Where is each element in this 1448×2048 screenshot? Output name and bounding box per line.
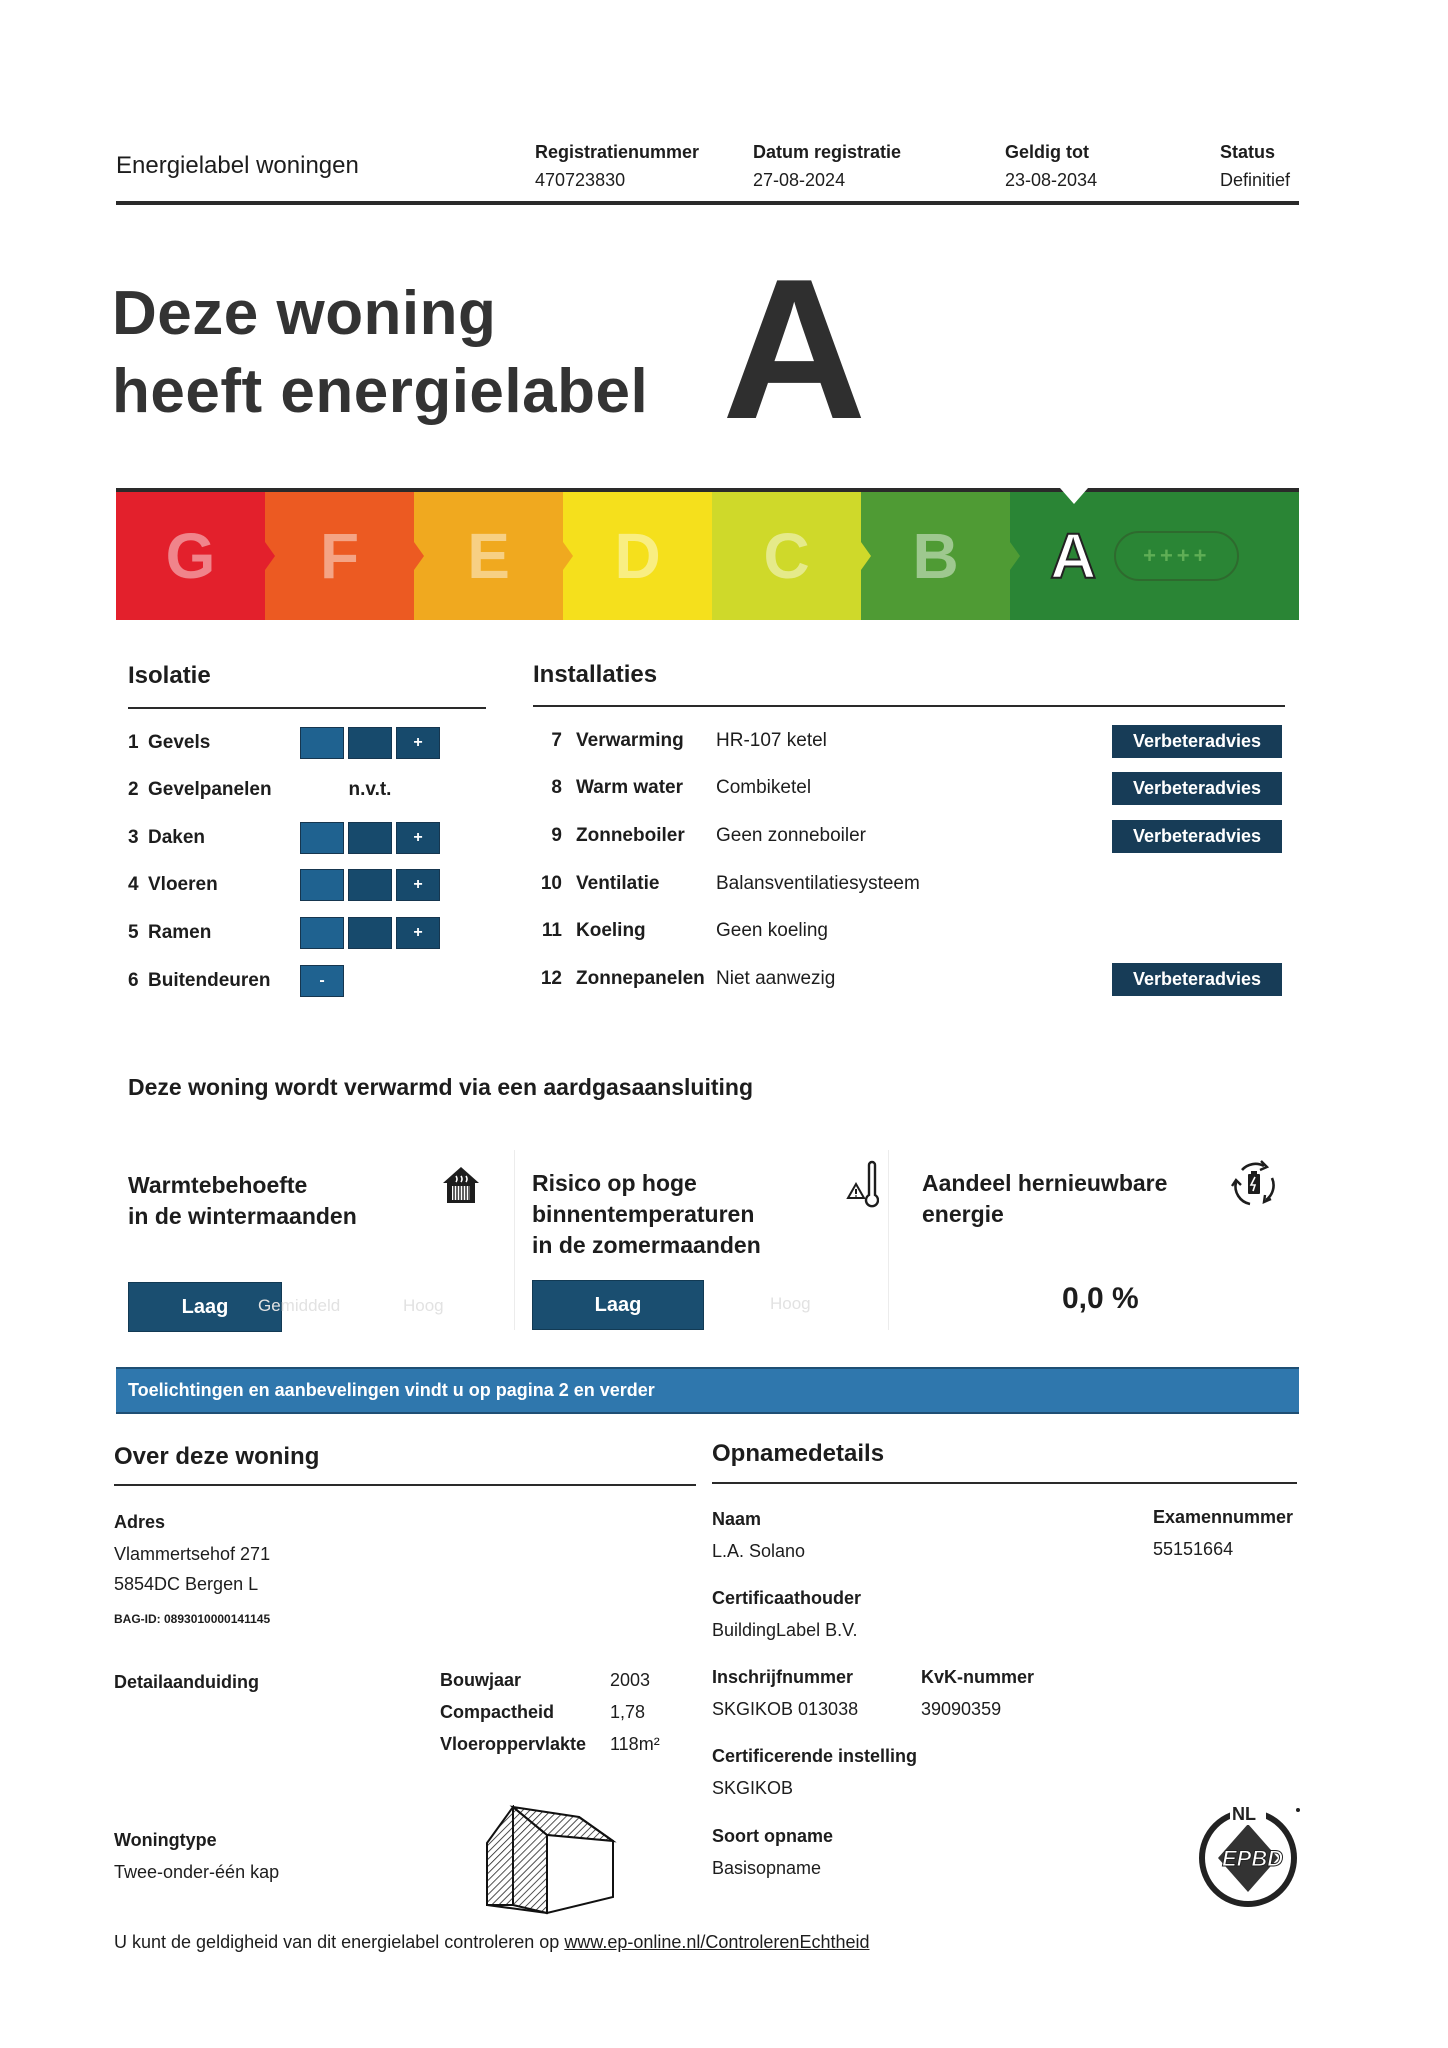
bouwjaar-value: 2003 bbox=[610, 1670, 651, 1690]
soort-opname-label: Soort opname bbox=[712, 1826, 834, 1846]
scale-segment-b: B bbox=[861, 492, 1010, 620]
row-label: Vloeren bbox=[148, 874, 218, 895]
rating-block bbox=[300, 822, 344, 854]
active-letter: A bbox=[1050, 520, 1097, 592]
naam-label: Naam bbox=[712, 1509, 762, 1529]
title-line: Risico op hoge bbox=[532, 1170, 697, 1196]
footer-text: U kunt de geldigheid van dit energielabel controleren op bbox=[114, 1932, 565, 1952]
examennummer-label: Examennummer bbox=[1153, 1507, 1294, 1527]
header-divider bbox=[116, 201, 1299, 205]
isolatie-row-buitendeuren bbox=[128, 963, 440, 999]
woning-heading: Over deze woning bbox=[114, 1443, 320, 1470]
isolatie-row-ramen bbox=[128, 915, 440, 951]
epbd-logo-nl: NL bbox=[1232, 1804, 1256, 1824]
verbeteradvies-button[interactable]: Verbeteradvies bbox=[1112, 772, 1282, 805]
isolatie-heading: Isolatie bbox=[128, 662, 211, 689]
row-number: 4 bbox=[128, 874, 139, 895]
row-number: 6 bbox=[128, 970, 139, 991]
option-hoog: Hoog bbox=[770, 1294, 811, 1313]
title-line: in de zomermaanden bbox=[532, 1232, 761, 1258]
verbeteradvies-button[interactable]: Verbeteradvies bbox=[1112, 963, 1282, 996]
row-value: Geen koeling bbox=[716, 920, 828, 941]
installatie-row-ventilatie bbox=[530, 866, 1282, 902]
risico-title bbox=[532, 1168, 761, 1261]
installatie-row-warm-water bbox=[530, 770, 1282, 806]
row-value: Niet aanwezig bbox=[716, 968, 836, 989]
rating-blocks bbox=[300, 869, 440, 901]
row-label: Zonneboiler bbox=[576, 825, 685, 846]
title-line: Warmtebehoefte bbox=[128, 1172, 308, 1198]
woningtype-value: Twee-onder-één kap bbox=[114, 1862, 280, 1882]
naam-value: L.A. Solano bbox=[712, 1541, 806, 1561]
opname-heading: Opnamedetails bbox=[712, 1440, 885, 1467]
isolatie-divider bbox=[128, 707, 486, 709]
rating-blocks bbox=[300, 727, 440, 759]
rating-block-plus: + bbox=[396, 822, 440, 854]
woning-divider bbox=[114, 1484, 696, 1486]
scale-segment-g: G bbox=[116, 492, 265, 620]
epbd-logo bbox=[1196, 1800, 1306, 1910]
installaties-divider bbox=[533, 705, 1285, 707]
row-number: 5 bbox=[128, 922, 139, 943]
row-value: Balansventilatiesysteem bbox=[716, 873, 920, 894]
certificaathouder-value: BuildingLabel B.V. bbox=[712, 1620, 858, 1640]
warmtebehoefte-title bbox=[128, 1170, 357, 1232]
warmtebehoefte-laag-badge: Laag bbox=[128, 1282, 282, 1332]
verify-link[interactable]: www.ep-online.nl/ControlerenEchtheid bbox=[564, 1932, 870, 1952]
verbeteradvies-button[interactable]: Verbeteradvies bbox=[1112, 725, 1282, 758]
isolatie-row-gevelpanelen bbox=[128, 772, 440, 808]
row-number: 8 bbox=[551, 777, 562, 798]
inschrijfnummer-label: Inschrijfnummer bbox=[712, 1667, 854, 1687]
valid-until-label: Geldig tot bbox=[1005, 142, 1089, 162]
status-value: Definitief bbox=[1220, 170, 1291, 190]
rating-block-empty bbox=[396, 965, 440, 997]
rating-block bbox=[348, 869, 392, 901]
header-registration bbox=[535, 138, 699, 194]
scale-segment-d: D bbox=[563, 492, 712, 620]
house-radiator-icon bbox=[441, 1165, 481, 1205]
rating-block-empty bbox=[348, 965, 392, 997]
row-number: 10 bbox=[540, 873, 562, 894]
row-label: Koeling bbox=[576, 920, 646, 941]
installatie-row-verwarming bbox=[530, 723, 1282, 759]
renewable-share-value: 0,0 % bbox=[1062, 1282, 1139, 1315]
inschrijfnummer-value: SKGIKOB 013038 bbox=[712, 1699, 859, 1719]
document-title: Energielabel woningen bbox=[116, 152, 359, 179]
row-number: 7 bbox=[551, 730, 562, 751]
row-label: Zonnepanelen bbox=[576, 968, 705, 989]
hero-heading bbox=[112, 275, 648, 431]
hero-line-2: heeft energielabel bbox=[112, 357, 649, 426]
epbd-logo-text: EPBD bbox=[1222, 1846, 1284, 1871]
bag-id: BAG-ID: 0893010000141145 bbox=[114, 1612, 271, 1626]
card-divider bbox=[514, 1150, 515, 1330]
bouwjaar-label: Bouwjaar bbox=[440, 1670, 522, 1690]
rating-block-plus: + bbox=[396, 917, 440, 949]
footer-note bbox=[114, 1932, 870, 1953]
energy-label-letter: A bbox=[722, 238, 867, 461]
card-divider bbox=[888, 1150, 889, 1330]
installatie-row-koeling bbox=[530, 913, 1282, 949]
title-line: energie bbox=[922, 1201, 1004, 1227]
rating-blocks bbox=[300, 965, 440, 997]
isolatie-row-vloeren bbox=[128, 867, 440, 903]
rating-block bbox=[300, 869, 344, 901]
semi-detached-house-icon bbox=[485, 1805, 645, 1915]
row-label: Ramen bbox=[148, 922, 212, 943]
kvk-value: 39090359 bbox=[921, 1699, 1002, 1719]
rating-block-plus: + bbox=[396, 869, 440, 901]
rating-block bbox=[348, 822, 392, 854]
not-applicable-value: n.v.t. bbox=[348, 779, 392, 800]
adres-line-1: Vlammertsehof 271 bbox=[114, 1544, 271, 1564]
instelling-value: SKGIKOB bbox=[712, 1778, 794, 1798]
heating-note: Deze woning wordt verwarmd via een aardgasaansluiting bbox=[128, 1074, 753, 1100]
option-hoog: Hoog bbox=[403, 1296, 444, 1315]
row-value: HR-107 ketel bbox=[716, 730, 827, 751]
row-label: Gevels bbox=[148, 732, 211, 753]
scale-segment-c: C bbox=[712, 492, 861, 620]
header-valid-until bbox=[1005, 138, 1097, 194]
title-line: Aandeel hernieuwbare bbox=[922, 1170, 1168, 1196]
detailaanduiding-label: Detailaanduiding bbox=[114, 1672, 260, 1692]
scale-segment-f: F bbox=[265, 492, 414, 620]
energy-scale-bar bbox=[116, 488, 1299, 620]
date-value: 27-08-2024 bbox=[753, 170, 846, 190]
rating-block bbox=[348, 917, 392, 949]
registration-label: Registratienummer bbox=[535, 142, 700, 162]
plus-indicator: ++++ bbox=[1114, 531, 1239, 581]
row-value: Combiketel bbox=[716, 777, 812, 798]
active-pointer-icon bbox=[1060, 488, 1088, 504]
row-number: 2 bbox=[128, 779, 139, 800]
instelling-label: Certificerende instelling bbox=[712, 1746, 918, 1766]
recycle-battery-icon bbox=[1228, 1158, 1280, 1208]
verbeteradvies-button[interactable]: Verbeteradvies bbox=[1112, 820, 1282, 853]
row-number: 9 bbox=[551, 825, 562, 846]
header-status bbox=[1220, 138, 1290, 194]
vloeroppervlakte-value: 118m² bbox=[610, 1734, 660, 1754]
option-gemiddeld: Gemiddeld bbox=[258, 1296, 341, 1315]
installatie-row-zonnepanelen bbox=[530, 961, 1282, 997]
compactheid-label: Compactheid bbox=[440, 1702, 555, 1722]
row-label: Verwarming bbox=[576, 730, 684, 751]
adres-line-2: 5854DC Bergen L bbox=[114, 1574, 259, 1594]
soort-opname-value: Basisopname bbox=[712, 1858, 822, 1878]
row-label: Buitendeuren bbox=[148, 970, 271, 991]
installatie-row-zonneboiler bbox=[530, 818, 1282, 854]
header-date bbox=[753, 138, 901, 194]
row-label: Ventilatie bbox=[576, 873, 660, 894]
rating-blocks bbox=[300, 822, 440, 854]
scale-segment-e: E bbox=[414, 492, 563, 620]
isolatie-row-gevels bbox=[128, 725, 440, 761]
date-label: Datum registratie bbox=[753, 142, 902, 162]
risico-laag-badge: Laag bbox=[532, 1280, 704, 1330]
warning-thermometer-icon bbox=[845, 1160, 879, 1210]
rating-block bbox=[300, 727, 344, 759]
row-label: Gevelpanelen bbox=[148, 779, 272, 800]
row-number: 12 bbox=[540, 968, 562, 989]
adres-label: Adres bbox=[114, 1512, 166, 1532]
rating-block-plus: + bbox=[396, 727, 440, 759]
rating-block bbox=[348, 727, 392, 759]
status-label: Status bbox=[1220, 142, 1276, 162]
registration-value: 470723830 bbox=[535, 170, 626, 190]
hernieuwbaar-title bbox=[922, 1168, 1167, 1230]
info-banner[interactable]: Toelichtingen en aanbevelingen vindt u op pagina 2 en verder bbox=[116, 1367, 1299, 1414]
row-label: Warm water bbox=[576, 777, 683, 798]
isolatie-row-daken bbox=[128, 820, 440, 856]
rating-block-minus: - bbox=[300, 965, 344, 997]
hero-line-1: Deze woning bbox=[112, 279, 497, 348]
opname-divider bbox=[712, 1482, 1297, 1484]
woningtype-label: Woningtype bbox=[114, 1830, 217, 1850]
scale-segment-a-active bbox=[1010, 492, 1299, 620]
installaties-heading: Installaties bbox=[533, 661, 658, 688]
rating-block bbox=[300, 917, 344, 949]
vloeroppervlakte-label: Vloeroppervlakte bbox=[440, 1734, 587, 1754]
row-value: Geen zonneboiler bbox=[716, 825, 866, 846]
compactheid-value: 1,78 bbox=[610, 1702, 646, 1722]
kvk-label: KvK-nummer bbox=[921, 1667, 1035, 1687]
row-number: 11 bbox=[541, 920, 562, 941]
rating-blocks bbox=[300, 917, 440, 949]
title-line: binnentemperaturen bbox=[532, 1201, 755, 1227]
valid-until-value: 23-08-2034 bbox=[1005, 170, 1098, 190]
row-label: Daken bbox=[148, 827, 206, 848]
examennummer-value: 55151664 bbox=[1153, 1539, 1234, 1559]
row-number: 1 bbox=[128, 732, 139, 753]
certificaathouder-label: Certificaathouder bbox=[712, 1588, 862, 1608]
row-number: 3 bbox=[128, 827, 139, 848]
title-line: in de wintermaanden bbox=[128, 1203, 357, 1229]
